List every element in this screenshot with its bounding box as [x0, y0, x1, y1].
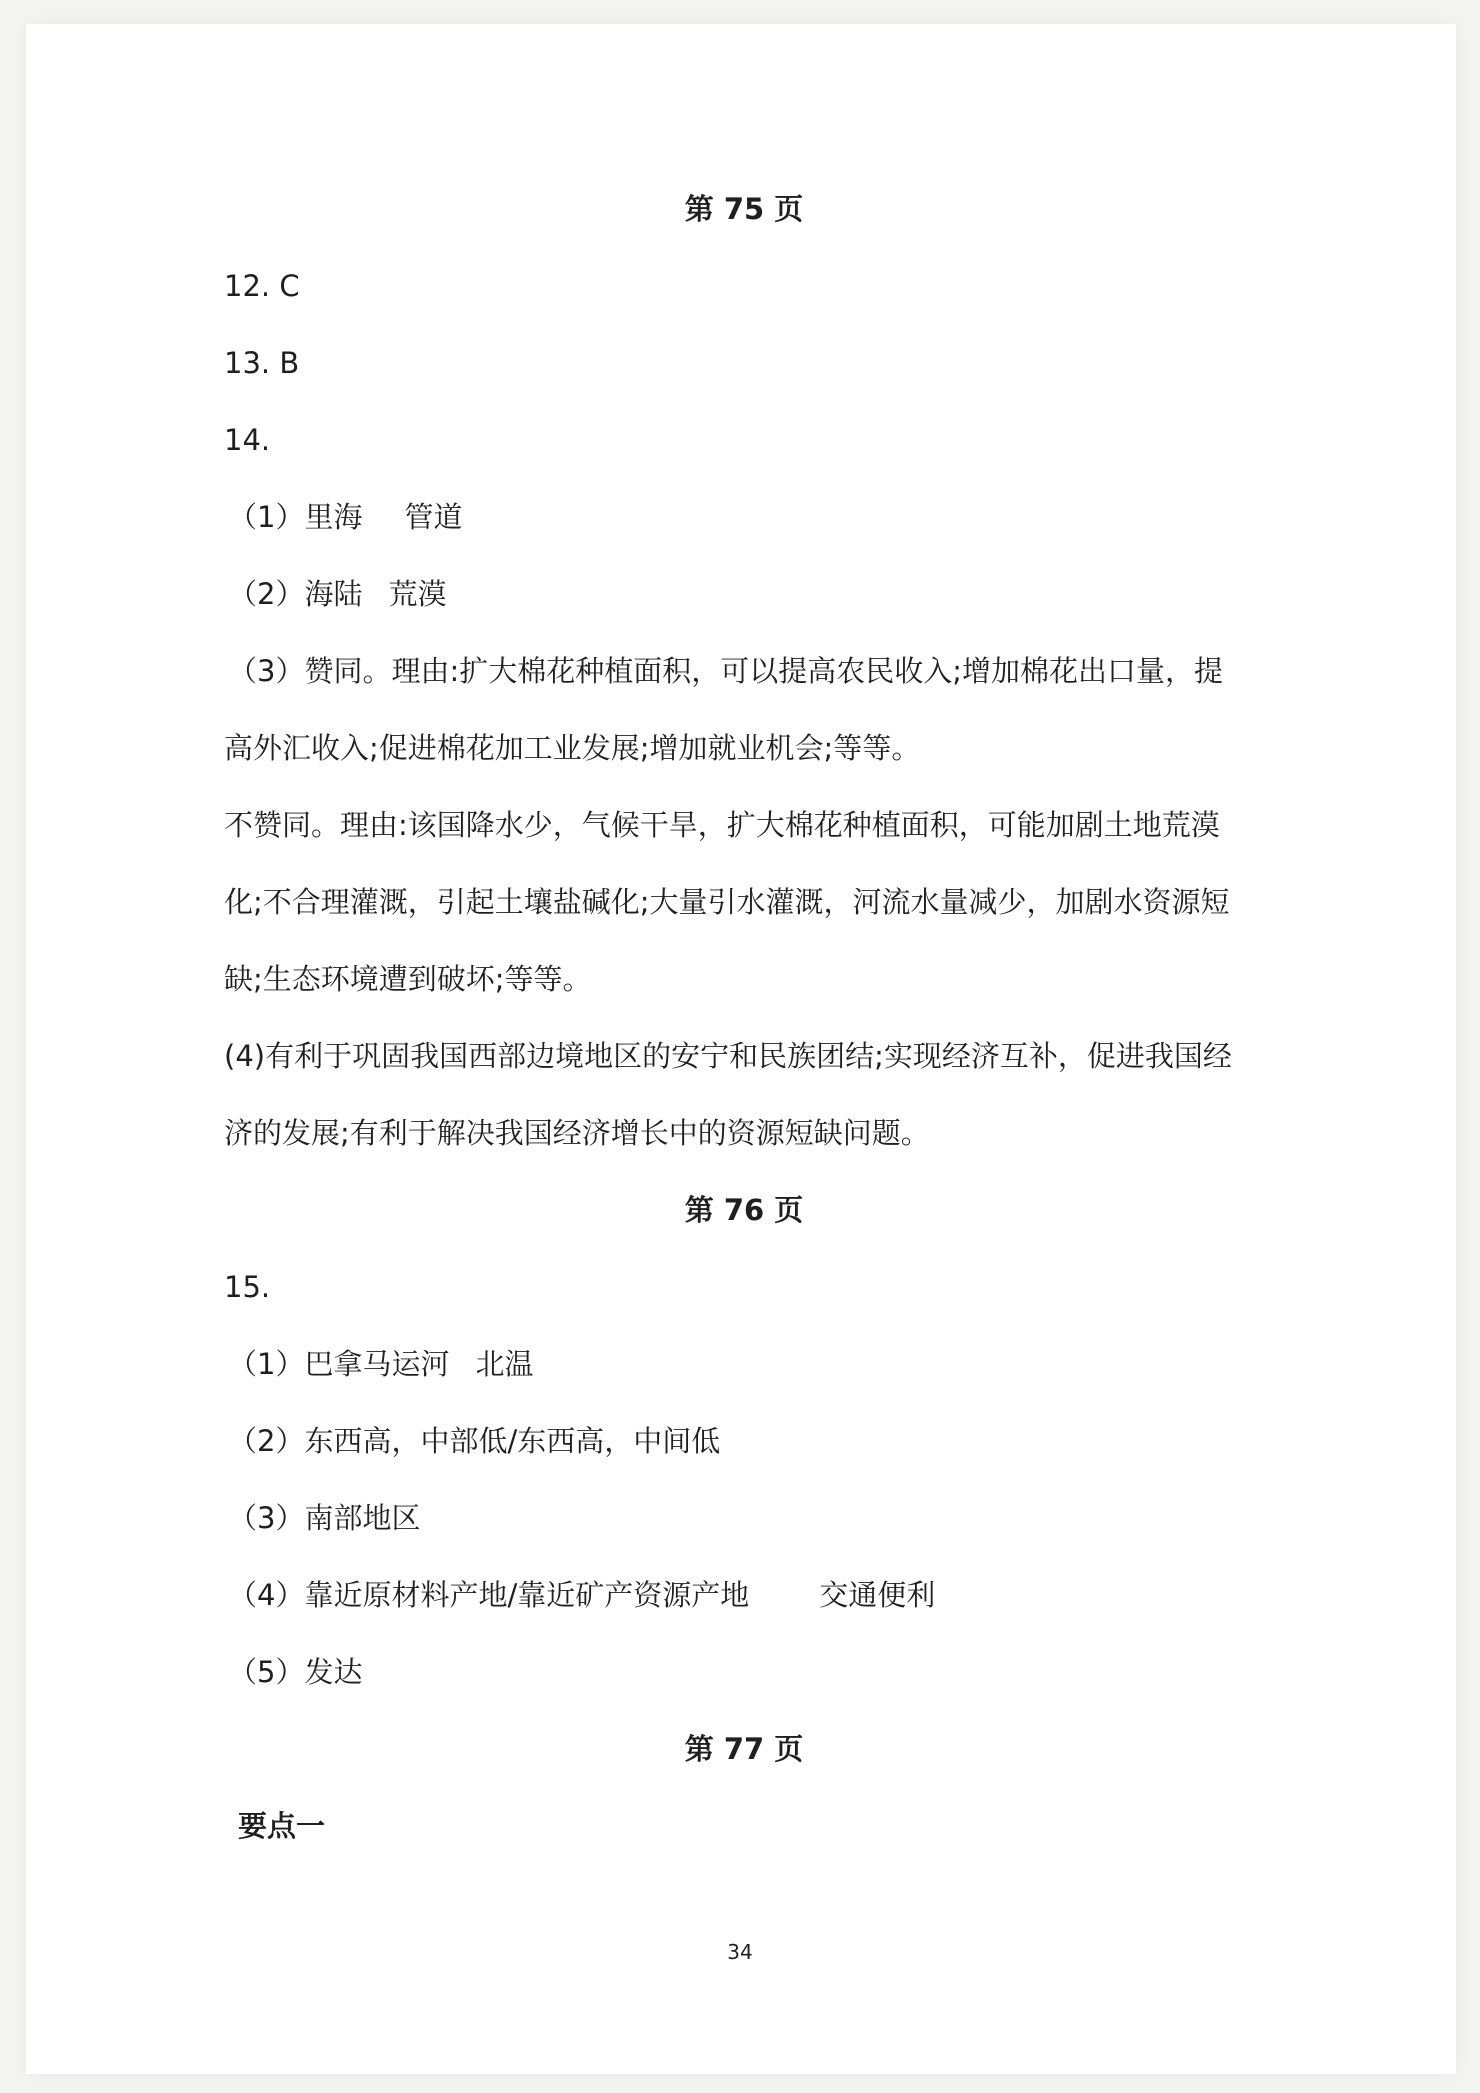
answer-15-4-part-b: 交通便利 — [819, 1578, 936, 1612]
question-14: 14. — [224, 423, 271, 457]
page-number: 34 — [727, 1940, 753, 1964]
answer-12: 12. C — [224, 269, 300, 303]
document-content — [224, 190, 1264, 1846]
answer-14-1-part-a: （1）里海 — [228, 500, 363, 534]
answer-15-1-part-a: （1）巴拿马运河 — [228, 1347, 450, 1381]
answer-15-2: （2）东西高，中部低/东西高，中间低 — [228, 1424, 721, 1458]
answer-13: 13. B — [224, 346, 300, 380]
answer-15-4 — [224, 1576, 1264, 1615]
section-heading-76: 第 76 页 — [684, 1193, 804, 1227]
answer-15-3: （3）南部地区 — [228, 1501, 421, 1535]
answer-14-3-line-4: 化;不合理灌溉，引起土壤盐碱化;大量引水灌溉，河流水量减少，加剧水资源短 — [224, 885, 1230, 919]
answer-14-3-line-2: 高外汇收入;促进棉花加工业发展;增加就业机会;等等。 — [224, 731, 921, 765]
subheading-key-point-1: 要点一 — [238, 1809, 326, 1843]
answer-14-4-line-1: (4)有利于巩固我国西部边境地区的安宁和民族团结;实现经济互补，促进我国经 — [224, 1039, 1232, 1073]
answer-14-3-line-5: 缺;生态环境遭到破坏;等等。 — [224, 962, 592, 996]
answer-14-1-part-b: 管道 — [404, 500, 463, 534]
answer-14-3-line-3: 不赞同。理由:该国降水少，气候干旱，扩大棉花种植面积，可能加剧土地荒漠 — [224, 808, 1220, 842]
section-heading-77: 第 77 页 — [684, 1732, 804, 1766]
answer-15-5: （5）发达 — [228, 1655, 363, 1689]
answer-14-2-part-a: （2）海陆 — [228, 577, 363, 611]
answer-14-2-part-b: 荒漠 — [388, 577, 447, 611]
answer-14-2 — [224, 575, 1264, 614]
answer-14-4-line-2: 济的发展;有利于解决我国经济增长中的资源短缺问题。 — [224, 1116, 930, 1150]
section-heading-75: 第 75 页 — [684, 192, 804, 226]
answer-15-1 — [224, 1345, 1264, 1384]
question-15: 15. — [224, 1270, 271, 1304]
answer-15-1-part-b: 北温 — [475, 1347, 534, 1381]
answer-14-1 — [224, 498, 1264, 537]
answer-14-3-line-1: （3）赞同。理由:扩大棉花种植面积，可以提高农民收入;增加棉花出口量，提 — [228, 654, 1223, 688]
answer-15-4-part-a: （4）靠近原材料产地/靠近矿产资源产地 — [228, 1578, 750, 1612]
